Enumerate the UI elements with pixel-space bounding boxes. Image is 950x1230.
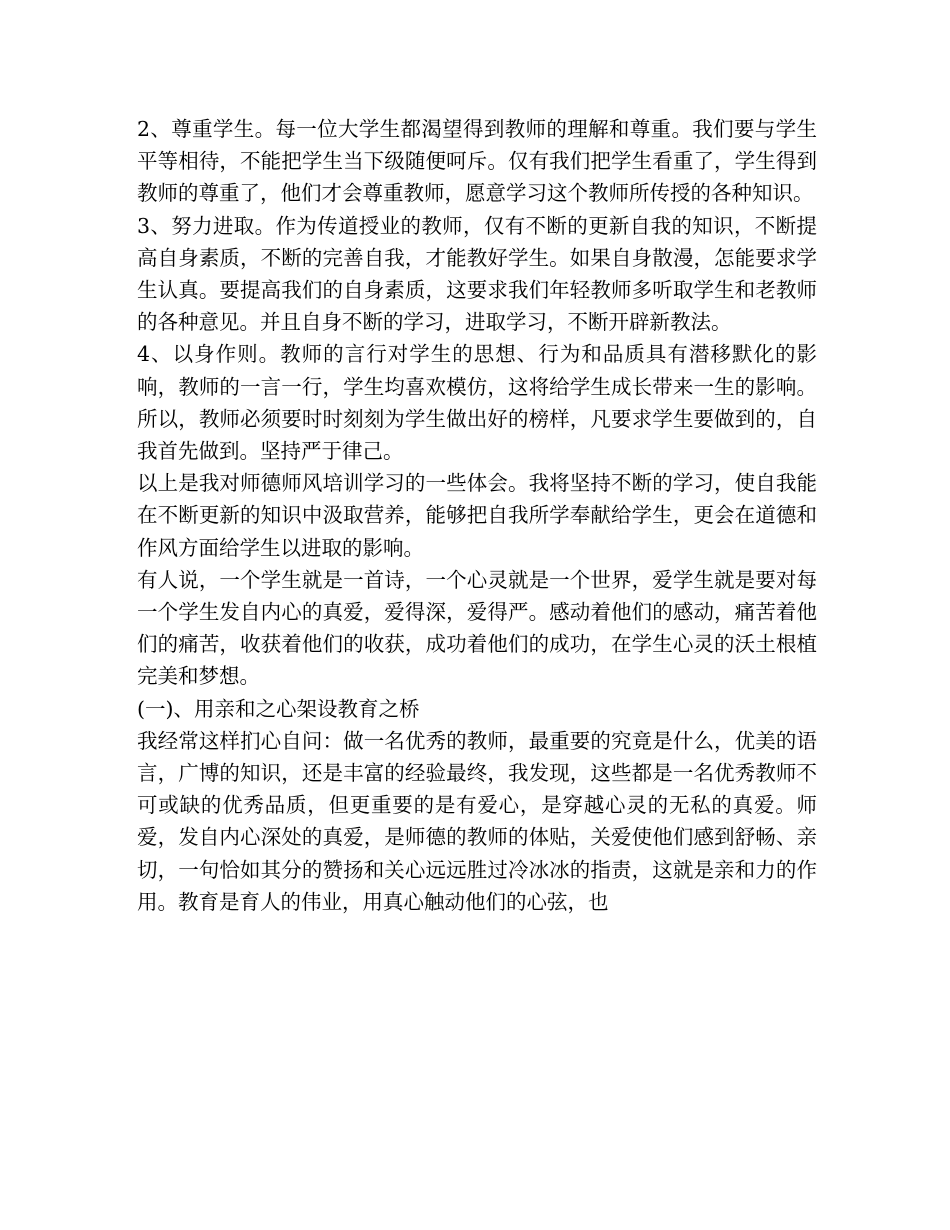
paragraph-training-reflection: 以上是我对师德师风培训学习的一些体会。我将坚持不断的学习，使自我能在不断更新的知识中汲取营养，能够把自我所学奉献给学生，更会在道德和作风方面给学生以进取的影响。 [137,471,817,560]
paragraph-lead-by-example: 4、以身作则。教师的言行对学生的思想、行为和品质具有潜移默化的影响，教师的一言一行，学生均喜欢模仿，这将给学生成长带来一生的影响。所以，教师必须要时时刻刻为学生做出好的榜样，凡要求学生要做到的，自我首先做到。坚持严于律己。 [137,342,817,464]
paragraph-strive-progress: 3、努力进取。作为传道授业的教师，仅有不断的更新自我的知识，不断提高自身素质，不断的完善自我，才能教好学生。如果自身散漫，怎能要求学生认真。要提高我们的自身素质，这要求我们年轻教师多听取学生和老教师的各种意见。并且自身不断的学习，进取学习，不断开辟新教法。 [137,213,817,335]
paragraph-love-students: 有人说，一个学生就是一首诗，一个心灵就是一个世界，爱学生就是要对每一个学生发自内心的真爱，爱得深，爱得严。感动着他们的感动，痛苦着他们的痛苦，收获着他们的收获，成功着他们的成功，在学生心灵的沃土根植完美和梦想。 [137,567,817,689]
section-heading-affinity-bridge: (一)、用亲和之心架设教育之桥 [137,696,420,721]
document-page [137,113,817,918]
paragraph-self-reflection: 我经常这样扪心自问：做一名优秀的教师，最重要的究竟是什么，优美的语言，广博的知识，还是丰富的经验最终，我发现，这些都是一名优秀教师不可或缺的优秀品质，但更重要的是有爱心，是穿越心灵的无私的真爱。师爱，发自内心深处的真爱，是师德的教师的体贴，关爱使他们感到舒畅、亲切，一句恰如其分的赞扬和关心远远胜过冷冰冰的指责，这就是亲和力的作用。教育是育人的伟业，用真心触动他们的心弦，也 [137,728,817,914]
paragraph-respect-students: 2、尊重学生。每一位大学生都渴望得到教师的理解和尊重。我们要与学生平等相待，不能把学生当下级随便呵斥。仅有我们把学生看重了，学生得到教师的尊重了，他们才会尊重教师，愿意学习这个教师所传授的各种知识。 [137,117,817,206]
